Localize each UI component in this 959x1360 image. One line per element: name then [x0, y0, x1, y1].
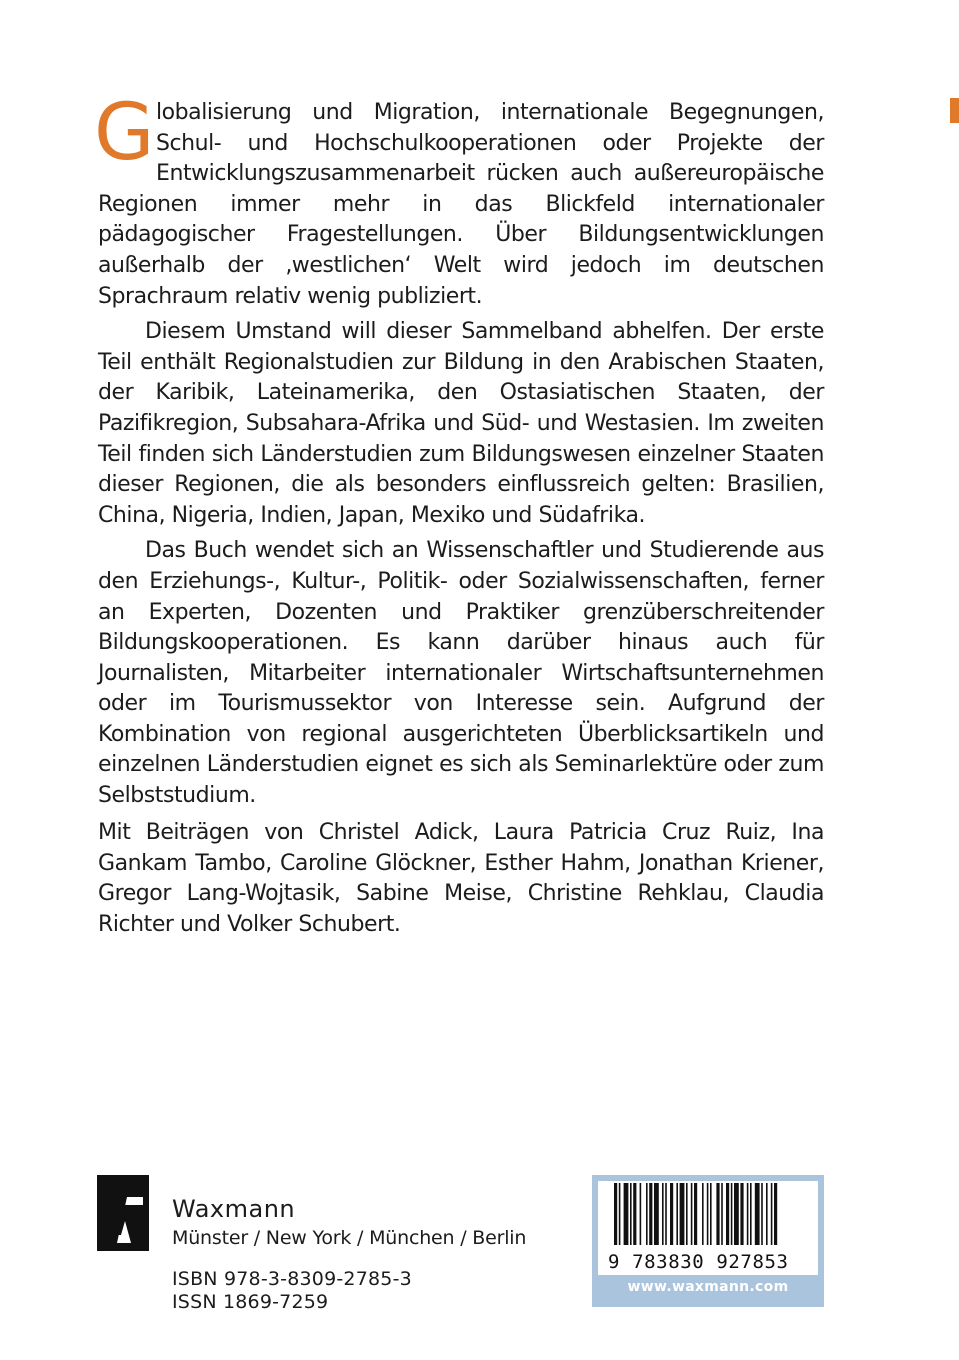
barcode-bar: [766, 1183, 768, 1245]
barcode-bar: [680, 1183, 685, 1245]
paragraph-2: Diesem Umstand will dieser Sammelband abhelfen. Der erste Teil enthält Regionalstudien zur Bildung in den Arabischen Staaten, der Karibik, Lateinamerika, den Ostasiatischen Staaten, der Pazifikregion, Subsahara-Afrika und Süd- und Westasien. Im zweiten Teil finden sich Länderstudien zum Bildungswesen einzelner Staaten dieser Regionen, die als besonders einflussreich gelten: Brasilien, China, Nigeria, Indien, Japan, Mexiko und Südafrika.: [98, 319, 824, 528]
barcode-bar: [633, 1183, 636, 1245]
barcode-bar: [691, 1183, 693, 1245]
barcode-bar: [731, 1183, 733, 1245]
barcode-bar: [649, 1183, 652, 1245]
barcode-bar: [716, 1183, 719, 1245]
isbn: ISBN 978-3-8309-2785-3: [172, 1268, 412, 1290]
barcode-bar: [619, 1183, 621, 1245]
barcode-bar: [624, 1183, 629, 1245]
barcode-bars: [598, 1181, 818, 1247]
barcode-bar: [707, 1183, 709, 1245]
publisher-name: Waxmann: [172, 1195, 296, 1223]
barcode-bar: [670, 1183, 673, 1245]
barcode-bar: [771, 1183, 773, 1245]
barcode-bar: [646, 1183, 648, 1245]
barcode-bar: [654, 1183, 659, 1245]
barcode-bar: [640, 1183, 642, 1245]
barcode-panel: [592, 1175, 824, 1307]
barcode-bar: [755, 1183, 760, 1245]
contributors: Mit Beiträgen von Christel Adick, Laura Patricia Cruz Ruiz, Ina Gankam Tambo, Caroline Glöckner, Esther Hahm, Jonathan Kriener, Gregor Lang-Wojtasik, Sabine Meise, Christine Rehklau, Claudia Richter und Volker Schubert.: [98, 820, 824, 937]
publisher-cities: Münster / New York / München / Berlin: [172, 1227, 527, 1249]
barcode-bar: [726, 1183, 729, 1245]
barcode-bar: [686, 1183, 688, 1245]
barcode-bar: [614, 1183, 617, 1245]
barcode-bar: [662, 1183, 664, 1245]
drop-cap: G: [94, 88, 154, 178]
paragraph-3: Das Buch wendet sich an Wissenschaftler und Studierende aus den Erziehungs-, Kultur-, Politik- oder Sozialwissenschaften, ferner an Experten, Dozenten und Praktiker grenzüberschreitender Bildungskooperationen. Es kann darüber hinaus auch für Journalisten, Mitarbeiter internationaler Wirtschaftsunternehmen oder im Tourismussektor von Interesse sein. Aufgrund der Kombination von regional ausgerichteten Überblicksartikeln und einzelnen Länderstudien eignet es sich als Seminarlektüre oder zum Selbststudium.: [98, 538, 824, 809]
issn: ISSN 1869-7259: [172, 1291, 329, 1313]
barcode-bar: [676, 1183, 678, 1245]
barcode-bar: [694, 1183, 697, 1245]
blurb-text: [94, 88, 824, 812]
accent-bar: [950, 98, 959, 123]
barcode-bar: [630, 1183, 632, 1245]
barcode-digits: 9 783830 927853: [608, 1251, 789, 1273]
barcode-bar: [750, 1183, 752, 1245]
barcode-bar: [665, 1183, 667, 1245]
barcode-bar: [747, 1183, 749, 1245]
barcode-bar: [721, 1183, 723, 1245]
barcode-bar: [702, 1183, 704, 1245]
barcode-bar: [710, 1183, 712, 1245]
barcode-bar: [740, 1183, 743, 1245]
barcode: [598, 1181, 818, 1275]
barcode-bar: [734, 1183, 739, 1245]
barcode-bar: [774, 1183, 777, 1245]
website-url: www.waxmann.com: [627, 1279, 789, 1295]
waxmann-logo: [97, 1175, 149, 1251]
barcode-bar: [761, 1183, 763, 1245]
paragraph-1-text: lobalisierung und Migration, internationale Begegnungen, Schul- und Hochschulkooperationen oder Projekte der Entwicklungszusammenarbeit rücken auch außereuropäische Regionen immer mehr in das Blickfeld internationaler pädagogischer Fragestellungen. Über Bildungsentwicklungen außerhalb der ‚westlichen‘ Welt wird jedoch im deutschen Sprachraum relativ wenig publiziert.: [98, 100, 824, 309]
paragraph-1: [94, 88, 824, 312]
